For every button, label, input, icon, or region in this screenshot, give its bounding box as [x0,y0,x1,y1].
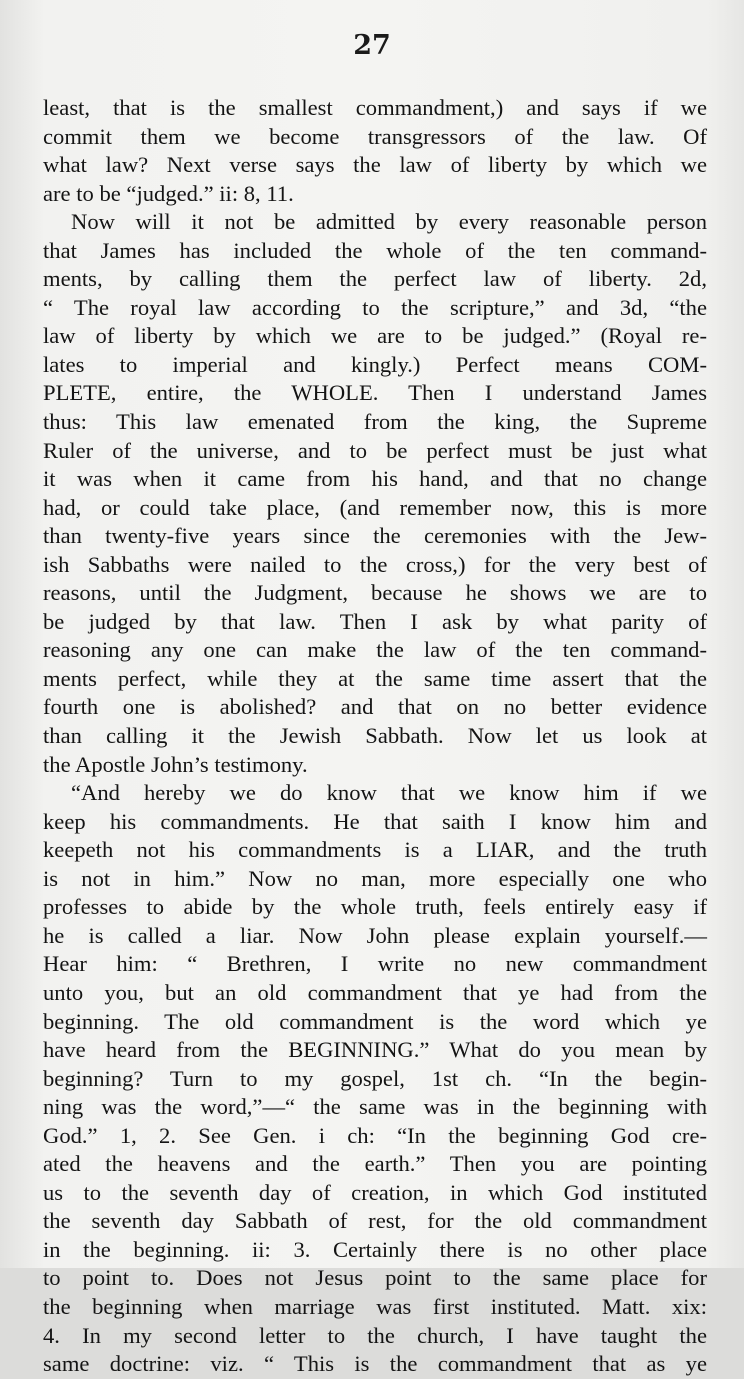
text-line: than twenty-five years since the ceremonies with the Jew- [43,523,707,549]
text-line: us to the seventh day of creation, in which God instituted [43,1179,707,1205]
text-line: same doctrine: viz. “ This is the commandment that as ye [43,1351,707,1377]
text-line: the Apostle John’s testimony. [43,751,308,777]
page-body-text [43,94,707,1379]
text-line: least, that is the smallest commandment,) and says if we [43,95,707,120]
text-line: is not in him.” Now no man, more especially one who [43,865,707,891]
text-line: ments, by calling them the perfect law of liberty. 2d, [43,266,707,292]
text-line: fourth one is abolished? and that on no better evidence [43,694,707,720]
page-number: 27 [353,30,391,61]
text-line: God.” 1, 2. See Gen. i ch: “In the beginning God cre- [43,1122,707,1148]
text-line: 4. In my second letter to the church, I have taught the [43,1322,707,1348]
text-line: keepeth not his commandments is a LIAR, and the truth [43,837,707,863]
text-line: have heard from the BEGINNING.” What do you mean by [43,1037,707,1063]
text-line: in the beginning. ii: 3. Certainly there is no other place [43,1236,707,1262]
text-line: beginning. The old commandment is the word which ye [43,1008,707,1034]
text-line: keep his commandments. He that saith I know him and [43,808,707,834]
text-line: he is called a liar. Now John please explain yourself.— [43,922,707,948]
text-line: ning was the word,”—“ the same was in the beginning with [43,1094,707,1120]
text-line: the seventh day Sabbath of rest, for the old commandment [43,1208,707,1234]
text-line: that James has included the whole of the ten command- [43,237,707,263]
text-line: the beginning when marriage was first instituted. Matt. xix: [43,1293,707,1319]
text-line: law of liberty by which we are to be judged.” (Royal re- [43,323,707,349]
text-line: PLETE, entire, the WHOLE. Then I understand James [43,380,707,406]
text-line: ish Sabbaths were nailed to the cross,) for the very best of [43,551,707,577]
text-line: commit them we become transgressors of the law. Of [43,123,707,149]
text-line: are to be “judged.” ii: 8, 11. [43,180,294,206]
text-line: Now will it not be admitted by every reasonable person [71,209,707,235]
text-line: be judged by that law. Then I ask by what parity of [43,608,707,634]
text-line: Hear him: “ Brethren, I write no new commandment [43,951,707,977]
text-line: unto you, but an old commandment that ye had from the [43,979,707,1005]
text-line: than calling it the Jewish Sabbath. Now let us look at [43,723,707,749]
text-line: had, or could take place, (and remember now, this is more [43,494,707,520]
text-line: to point to. Does not Jesus point to the same place for [43,1265,707,1291]
text-line: thus: This law emenated from the king, the Supreme [43,409,707,435]
text-line: ated the heavens and the earth.” Then you are pointing [43,1151,707,1177]
text-line: reasoning any one can make the law of the ten command- [43,637,707,663]
text-line: reasons, until the Judgment, because he shows we are to [43,580,707,606]
text-line: it was when it came from his hand, and that no change [43,466,707,492]
text-line: beginning? Turn to my gospel, 1st ch. “In the begin- [43,1065,707,1091]
text-line: lates to imperial and kingly.) Perfect means COM- [43,351,707,377]
text-line: “And hereby we do know that we know him if we [71,780,707,806]
text-line: Ruler of the universe, and to be perfect must be just what [43,437,707,463]
text-line: professes to abide by the whole truth, feels entirely easy if [43,894,707,920]
text-line: what law? Next verse says the law of liberty by which we [43,152,707,178]
text-line: “ The royal law according to the scripture,” and 3d, “the [43,294,707,320]
text-line: ments perfect, while they at the same time assert that the [43,665,707,691]
